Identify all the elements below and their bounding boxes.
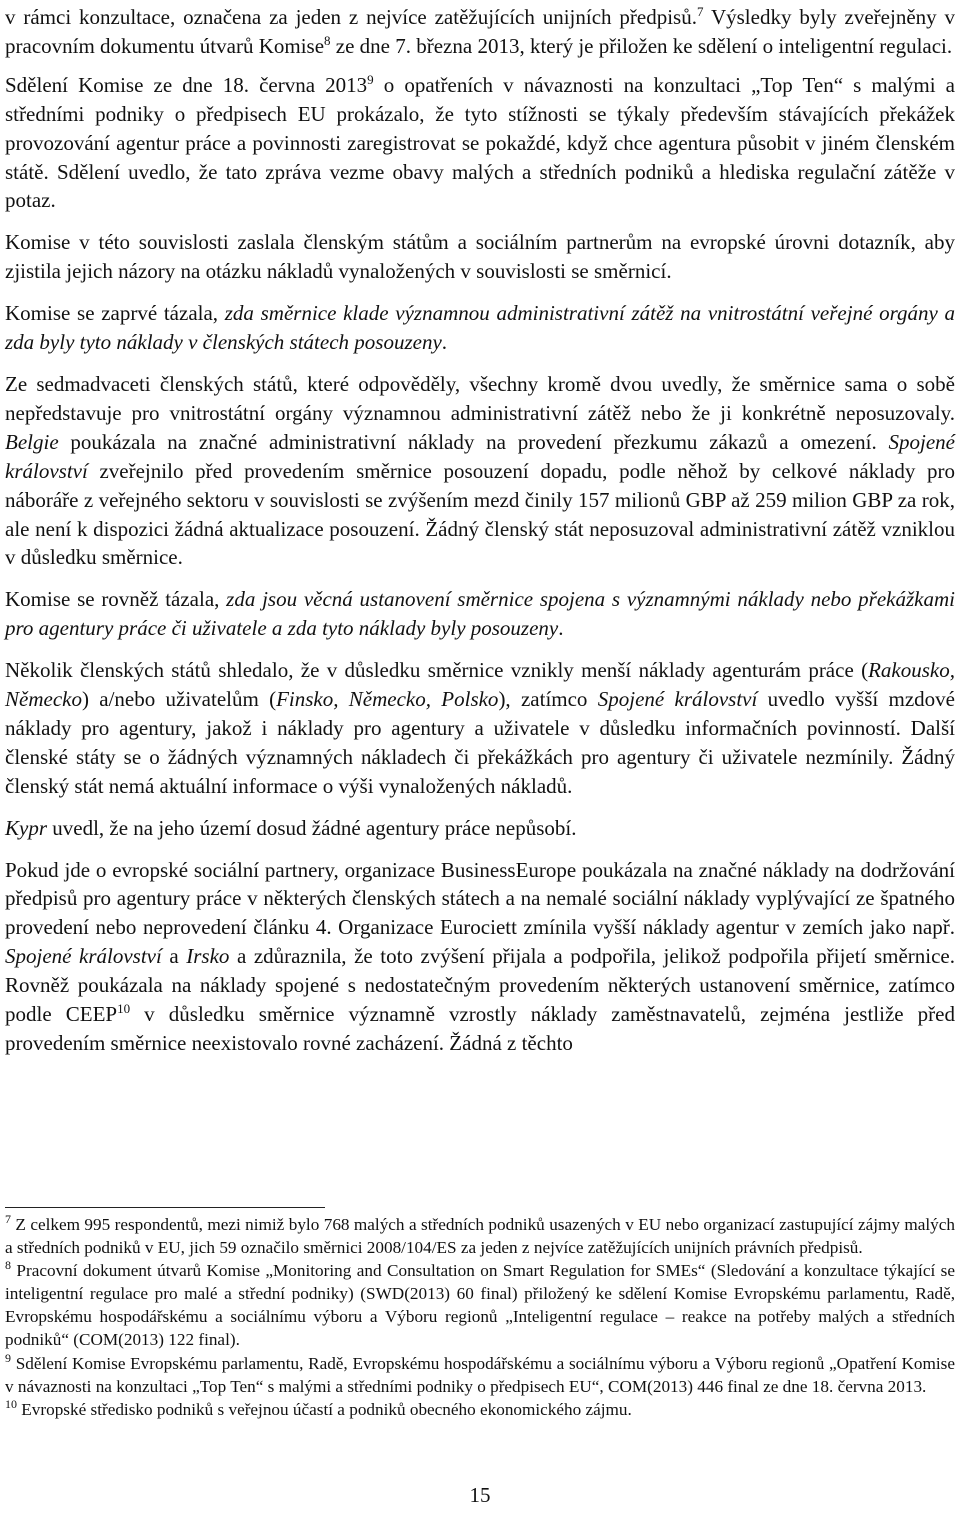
text-run: Komise se zaprvé tázala, [5,301,225,326]
text-run: o opatřeních v návaznosti na konzultaci „Top Ten“ s malými a středními podniky o předpisech EU prokázalo, že tyto stížnosti se týkaly především stávajících překážek provozování agentur práce a povinnosti zaregistrovat se pokaždé, když chce agentura působit v jiném členském státě. Sdělení uvedlo, že tato zpráva vezme obavy malých a středních podniků a hlediska regulační zátěže v potaz. [5,72,955,213]
paragraph-cost-findings [5,656,955,801]
footnote-number: 7 [5,1212,11,1226]
footnote-ref-7[interactable]: 7 [696,4,704,19]
text-run: a [161,944,187,969]
italic-country: Spojené království [5,944,162,969]
text-run: Komise se rovněž tázala, [5,587,227,612]
text-run: a zdůraznila, že toto zvýšení přijala a podpořila, jelikož podpořila přijetí směrnice. Rovněž poukázala na náklady spojené s nedostatečným provedením některých ustanovení směrnice, zatímco podle CEEP [5,944,955,1027]
italic-country: Finsko, Německo, Polsko [276,687,499,712]
text-run: Výsledky byly zveřejněny v pracovním dokumentu útvarů Komise [5,5,955,58]
footnote-separator [5,1207,325,1208]
italic-country: Rakousko, Německo [5,658,955,712]
text-run: . [441,330,448,355]
italic-question: zda jsou věcná ustanovení směrnice spojena s významnými náklady nebo překážkami pro agentury práce či uživatele a zda tyto náklady byly posouzeny [5,587,955,641]
footnote-ref-9[interactable]: 9 [367,71,374,87]
text-run: Ze sedmadvaceti členských států, které odpověděly, všechny kromě dvou uvedly, že směrnice sama o sobě nepředstavuje pro vnitrostátní orgány významnou administrativní zátěž nebo že ji konkrétně neposuzovaly. [5,371,955,425]
footnote-ref-10[interactable]: 10 [117,1001,131,1017]
footnote-number: 9 [5,1350,11,1365]
text-run: . [558,616,564,641]
paragraph-commission-communication [5,71,955,216]
footnote-text: Evropské středisko podniků s veřejnou účastí a podniků obecného ekonomického zájmu. [17,1399,632,1419]
text-run: Pokud jde o evropské sociální partnery, organizace BusinessEurope poukázala na značné náklady na dodržování předpisů pro agentury práce v některých členských státech a na nemalé sociální náklady vyplývající ze špatného provedení nebo neprovedení článku 4. Organizace Eurociett zmínila vyšší náklady agentur v zemích jako např. [5,857,955,940]
paragraph-questionnaire: Komise v této souvislosti zaslala členským státům a sociálním partnerům na evropské úrovni dotazník, aby zjistila jejich názory na otázku nákladů vynaložených v souvislosti se směrnicí. [5,230,955,284]
footnote-8 [5,1259,955,1351]
italic-question: zda směrnice klade významnou administrativní zátěž na vnitrostátní veřejné orgány a zda byly tyto náklady v členských státech posouzeny [5,301,955,355]
text-run: v rámci konzultace, označena za jeden z nejvíce zatěžujících unijních předpisů. [5,5,697,29]
text-run: Několik členských států shledalo, že v důsledku směrnice vznikly menší náklady agenturám práce ( [5,658,869,683]
paragraph-second-question [5,585,955,643]
text-run: uvedlo vyšší mzdové náklady pro agentury, jakož i náklady pro agentury a uživatele v důsledku informačních povinností. Další členské státy se o žádných významných nákladech či překážkách pro agentury či uživatele nezmínily. Žádný členský stát nemá aktuální informace o výši vynaložených nákladů. [5,687,955,798]
footnote-7 [5,1213,955,1259]
paragraph-first-question [5,299,955,357]
text-run: ze dne 7. března 2013, který je přiložen ke sdělení o inteligentní regulaci. [330,33,953,58]
body-text [5,3,955,1071]
footnote-text: Z celkem 995 respondentů, mezi nimiž bylo 768 malých a středních podniků usazených v EU nebo organizací zastupující zájmy malých a středních podniků v EU, jich 59 označilo směrnici 2008/104/ES za jeden z nejvíce zatěžujících unijních právních předpisů. [5,1215,955,1258]
footnote-number: 10 [5,1396,17,1411]
text-run: zveřejnilo před provedením směrnice posouzení dopadu, podle něhož by celkové náklady pro náboráře z veřejného sektoru v souvislosti se zvýšením mezd činily 157 milionů GBP až 259 milion GBP za rok, ale není k dispozici žádná aktualizace posouzení. Žádný členský stát neposuzoval administrativní zátěž vzniklou v důsledku směrnice. [5,458,955,570]
footnote-10 [5,1398,955,1421]
text-run: poukázala na značné administrativní náklady na provedení přezkumu zákazů a omezení. [58,429,889,454]
italic-country: Spojené království [5,429,955,483]
footnote-text: Sdělení Komise Evropskému parlamentu, Radě, Evropskému hospodářskému a sociálnímu výboru a Výboru regionů „Opatření Komise v návaznosti na konzultaci „Top Ten“ s malými a středními podniky o předpisech EU“, COM(2013) 446 final ze dne 18. června 2013. [5,1353,955,1396]
footnotes [5,1213,955,1421]
text-run: ) a/nebo uživatelům ( [81,687,277,712]
page-number: 15 [469,1483,491,1507]
text-run: uvedl, že na jeho území dosud žádné agentury práce nepůsobí. [47,815,577,840]
footnote-number: 8 [5,1258,11,1273]
text-run: ), zatímco [498,687,598,712]
text-run: Sdělení Komise ze dne 18. června 2013 [5,72,368,97]
paragraph-cyprus [5,814,955,843]
footnote-text: Pracovní dokument útvarů Komise „Monitoring and Consultation on Smart Regulation for SMEs“ (Sledování a konzultace týkající se inteligentní regulace pro malé a střední podniky) (SWD(2013) 60 final) přiložený ke sdělení Komise Evropskému parlamentu, Radě, Evropskému hospodářskému a sociálnímu výboru a Výboru regionů „Inteligentní regulace – reakce na potřeby malých a středních podniků“ (COM(2013) 122 final). [5,1261,955,1350]
paragraph-member-state-answers [5,370,955,572]
footnote-9 [5,1352,955,1398]
italic-country: Kypr [5,815,47,840]
footnote-ref-8[interactable]: 8 [324,32,331,48]
italic-country: Belgie [5,429,59,454]
paragraph-consultation-results [5,3,955,61]
italic-country: Irsko [186,944,230,969]
paragraph-social-partners [5,856,955,1058]
text-run: v důsledku směrnice významně vzrostly náklady zaměstnavatelů, zejména jestliže před provedením směrnice neexistovalo rovné zacházení. Žádná z těchto [5,1002,955,1055]
italic-country: Spojené království [597,687,758,712]
